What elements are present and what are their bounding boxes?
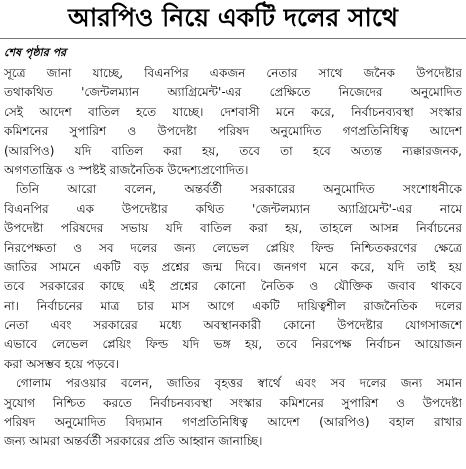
article-line: (আরপিও) যদি বাতিল করা হয়, তবে তা হবে অত্যন্ত ন্যক্কারজনক, (4, 143, 462, 158)
article-line: নেতা এবং সরকারের মধ্যে অবস্থানকারী কোনো উপদেষ্টার যোগসাজশে (4, 318, 462, 333)
article-line: করা অসম্ভব হয়ে পড়বে। (4, 356, 120, 371)
article-line: কমিশনের সুপারিশ ও উপদেষ্টা পরিষদ অনুমোদিত গণপ্রতিনিধিত্ব আদেশ (4, 124, 462, 139)
article-line: নিরপেক্ষতা ও সব দলের জন্য লেভেল প্লেয়িং ফিল্ড নিশ্চিতকরণের ক্ষেত্রে (4, 240, 462, 255)
article-line: সেই আদেশ বাতিল হতে যাচ্ছে। দেশবাসী মনে করে, নির্বাচনব্যবস্থা সংস্কার (4, 104, 462, 119)
article-line: গোলাম পরওয়ার বলেন, জাতির বৃহত্তর স্বার্থে এবং সব দলের জন্য সমান (16, 376, 462, 391)
article-line: জাতির সামনে একটি বড় প্রশ্নের জন্ম দিবে। জনগণ মনে করে, যদি তাই হয় (4, 259, 462, 274)
article-line: উপদেষ্টা পরিষদের সভায় যদি বাতিল করা হয়, তাহলে আসন্ন নির্বাচনের (4, 221, 462, 236)
article-line: তথাকথিত 'জেন্টলম্যান অ্যাগ্রিমেন্ট'-এর প্রেক্ষিতে নিজেদের অনুমোদিত (4, 85, 462, 100)
continued-from-label: শেষ পৃষ্ঠার পর (4, 46, 67, 59)
article-line: সুযোগ নিশ্চিত করতে নির্বাচনব্যবস্থা সংস্কার কমিশনের সুপারিশ ও উপদেষ্টা (4, 395, 462, 410)
article-line: বিএনপির এক উপদেষ্টার কথিত 'জেন্টলম্যান অ্যাগ্রিমেন্ট'-এর নামে (4, 201, 462, 216)
article-line: এভাবে লেভেল প্লেয়িং ফিল্ড যদি ভঙ্গ হয়, তবে নিরপেক্ষ নির্বাচন আয়োজন (4, 337, 462, 352)
article-line: অগণতান্ত্রিক ও স্পষ্টই রাজনৈতিক উদ্দেশ্যপ্রণোদিত। (4, 162, 249, 177)
headline-divider (0, 38, 466, 39)
article-line: তিনি আরো বলেন, অন্তর্বর্তী সরকারের অনুমোদিত সংশোধনীকে (16, 182, 462, 197)
article-line: না। নির্বাচনের মাত্র চার মাস আগে একটি দায়িত্বশীল রাজনৈতিক দলের (4, 298, 462, 313)
article-line: তবে সরকারের কাছে এই প্রশ্নের কোনো নৈতিক ও যৌক্তিক জবাব থাকবে (4, 279, 462, 294)
article-body (4, 64, 462, 452)
article-line: পরিষদ অনুমোদিত বিদ্যমান গণপ্রতিনিধিত্ব আদেশ (আরপিও) বহাল রাখার (4, 415, 462, 430)
headline: আরপিও নিয়ে একটি দলের সাথে (68, 3, 398, 32)
article-line: সূত্রে জানা যাচ্ছে, বিএনপির একজন নেতার সাথে জনৈক উপদেষ্টার (4, 66, 462, 80)
article-line: জন্য আমরা অন্তর্বর্তী সরকারের প্রতি আহ্বান জানাচ্ছি। (4, 434, 263, 449)
